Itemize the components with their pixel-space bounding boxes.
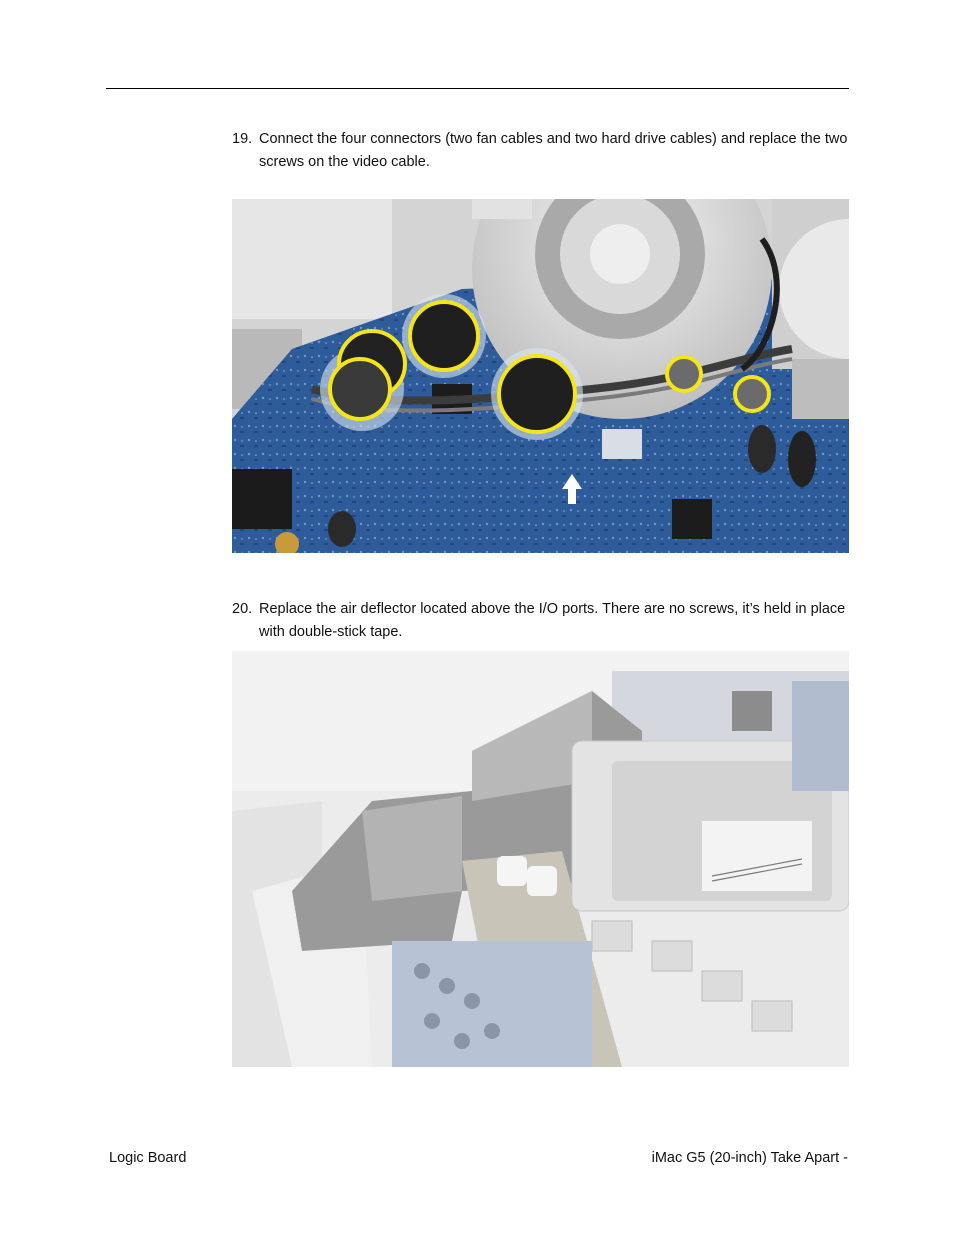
step-19 bbox=[232, 128, 852, 174]
footer-section-title: Logic Board bbox=[109, 1150, 187, 1166]
air-deflector-photo bbox=[232, 651, 849, 1067]
connectors-photo-illustration bbox=[232, 199, 849, 553]
step-number: 20. bbox=[232, 601, 253, 617]
header-rule bbox=[106, 88, 849, 89]
step-20 bbox=[232, 598, 852, 644]
step-text: Connect the four connectors (two fan cables and two hard drive cables) and replace the two screws on the video cable. bbox=[259, 131, 848, 170]
air-deflector-photo-illustration bbox=[232, 651, 849, 1067]
step-text: Replace the air deflector located above the I/O ports. There are no screws, it’s held in place with double-stick tape. bbox=[259, 601, 846, 640]
step-number: 19. bbox=[232, 131, 253, 147]
footer-document-title: iMac G5 (20-inch) Take Apart - bbox=[651, 1150, 848, 1166]
logic-board-connectors-photo bbox=[232, 199, 849, 553]
